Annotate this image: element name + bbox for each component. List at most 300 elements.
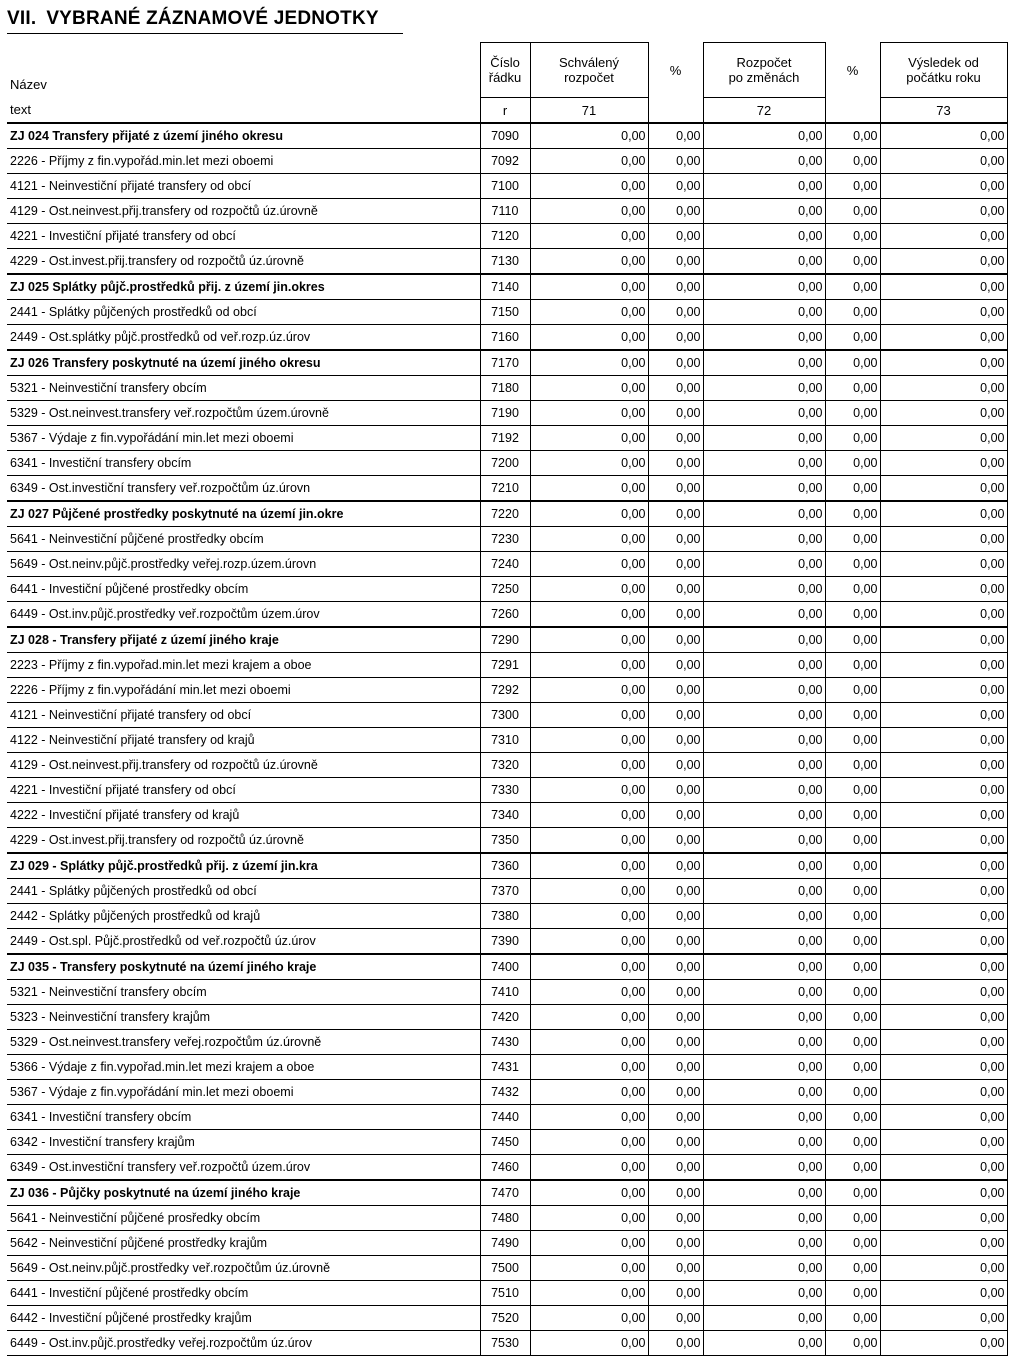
- table-row: [7, 577, 1007, 602]
- table-row: [7, 426, 1007, 451]
- row-name: 2442 - Splátky půjčených prostředků od krajů: [7, 904, 480, 929]
- row-number: 7210: [480, 476, 530, 502]
- percent-1-value: 0,00: [648, 451, 703, 476]
- percent-1-value: 0,00: [648, 300, 703, 325]
- percent-2-value: 0,00: [825, 1005, 880, 1030]
- row-number: 7370: [480, 879, 530, 904]
- approved-budget-value: 0,00: [530, 1206, 648, 1231]
- header-changed-line2: po změnách: [728, 70, 800, 85]
- approved-budget-value: 0,00: [530, 249, 648, 275]
- header-result-ytd: [880, 43, 1007, 98]
- percent-1-value: 0,00: [648, 1105, 703, 1130]
- approved-budget-value: 0,00: [530, 678, 648, 703]
- result-value: 0,00: [880, 149, 1007, 174]
- budget-after-changes-value: 0,00: [703, 1130, 825, 1155]
- result-value: 0,00: [880, 703, 1007, 728]
- row-number: 7090: [480, 123, 530, 149]
- row-number: 7360: [480, 853, 530, 879]
- table-row: [7, 853, 1007, 879]
- row-number: 7380: [480, 904, 530, 929]
- percent-1-value: 0,00: [648, 1180, 703, 1206]
- header-result-line2: počátku roku: [906, 70, 981, 85]
- row-name: 5329 - Ost.neinvest.transfery veřej.rozpočtům úz.úrovně: [7, 1030, 480, 1055]
- table-row: [7, 653, 1007, 678]
- result-value: 0,00: [880, 501, 1007, 527]
- budget-after-changes-value: 0,00: [703, 476, 825, 502]
- row-name: 6349 - Ost.investiční transfery veř.rozpočtů územ.úrov: [7, 1155, 480, 1181]
- approved-budget-value: 0,00: [530, 426, 648, 451]
- percent-1-value: 0,00: [648, 577, 703, 602]
- percent-1-value: 0,00: [648, 1005, 703, 1030]
- row-name: 5642 - Neinvestiční půjčené prostředky krajům: [7, 1231, 480, 1256]
- table-row: [7, 123, 1007, 149]
- row-number: 7120: [480, 224, 530, 249]
- percent-2-value: 0,00: [825, 149, 880, 174]
- table-row: [7, 1080, 1007, 1105]
- approved-budget-value: 0,00: [530, 627, 648, 653]
- budget-after-changes-value: 0,00: [703, 803, 825, 828]
- budget-after-changes-value: 0,00: [703, 426, 825, 451]
- table-row: [7, 954, 1007, 980]
- approved-budget-value: 0,00: [530, 1281, 648, 1306]
- percent-2-value: 0,00: [825, 753, 880, 778]
- row-name: 5321 - Neinvestiční transfery obcím: [7, 376, 480, 401]
- row-number: 7292: [480, 678, 530, 703]
- row-name: ZJ 024 Transfery přijaté z území jiného okresu: [7, 123, 480, 149]
- row-name: 4229 - Ost.invest.přij.transfery od rozpočtů úz.úrovně: [7, 249, 480, 275]
- percent-2-value: 0,00: [825, 602, 880, 628]
- row-name: 6442 - Investiční půjčené prostředky krajům: [7, 1306, 480, 1331]
- row-name: 4122 - Neinvestiční přijaté transfery od krajů: [7, 728, 480, 753]
- percent-2-value: 0,00: [825, 1256, 880, 1281]
- percent-1-value: 0,00: [648, 1331, 703, 1356]
- result-value: 0,00: [880, 123, 1007, 149]
- percent-2-value: 0,00: [825, 1306, 880, 1331]
- result-value: 0,00: [880, 451, 1007, 476]
- result-value: 0,00: [880, 1105, 1007, 1130]
- percent-2-value: 0,00: [825, 1030, 880, 1055]
- row-name: 6449 - Ost.inv.půjč.prostředky veř.rozpočtům územ.úrov: [7, 602, 480, 628]
- percent-2-value: 0,00: [825, 803, 880, 828]
- table-row: [7, 1155, 1007, 1181]
- percent-2-value: 0,00: [825, 249, 880, 275]
- row-name: 6349 - Ost.investiční transfery veř.rozpočtům úz.úrovn: [7, 476, 480, 502]
- subheader-col73: 73: [880, 98, 1007, 124]
- table-row: [7, 274, 1007, 300]
- budget-after-changes-value: 0,00: [703, 249, 825, 275]
- result-value: 0,00: [880, 1331, 1007, 1356]
- header-approved-budget: [530, 43, 648, 98]
- approved-budget-value: 0,00: [530, 980, 648, 1005]
- result-value: 0,00: [880, 602, 1007, 628]
- result-value: 0,00: [880, 1206, 1007, 1231]
- percent-2-value: 0,00: [825, 703, 880, 728]
- row-name: ZJ 036 - Půjčky poskytnuté na území jiného kraje: [7, 1180, 480, 1206]
- result-value: 0,00: [880, 552, 1007, 577]
- result-value: 0,00: [880, 929, 1007, 955]
- approved-budget-value: 0,00: [530, 476, 648, 502]
- row-number: 7520: [480, 1306, 530, 1331]
- row-number: 7220: [480, 501, 530, 527]
- percent-2-value: 0,00: [825, 828, 880, 854]
- row-number: 7192: [480, 426, 530, 451]
- percent-1-value: 0,00: [648, 627, 703, 653]
- budget-after-changes-value: 0,00: [703, 451, 825, 476]
- table-row: [7, 376, 1007, 401]
- table-row: [7, 552, 1007, 577]
- budget-after-changes-value: 0,00: [703, 325, 825, 351]
- budget-after-changes-value: 0,00: [703, 149, 825, 174]
- row-number: 7410: [480, 980, 530, 1005]
- percent-1-value: 0,00: [648, 1030, 703, 1055]
- result-value: 0,00: [880, 803, 1007, 828]
- result-value: 0,00: [880, 249, 1007, 275]
- table-body: [7, 123, 1007, 1356]
- budget-after-changes-value: 0,00: [703, 1331, 825, 1356]
- percent-1-value: 0,00: [648, 980, 703, 1005]
- approved-budget-value: 0,00: [530, 1306, 648, 1331]
- percent-1-value: 0,00: [648, 803, 703, 828]
- table-row: [7, 325, 1007, 351]
- percent-1-value: 0,00: [648, 703, 703, 728]
- row-name: ZJ 025 Splátky půjč.prostředků přij. z území jin.okres: [7, 274, 480, 300]
- table-row: [7, 602, 1007, 628]
- percent-1-value: 0,00: [648, 1080, 703, 1105]
- result-value: 0,00: [880, 778, 1007, 803]
- section-number: VII.: [7, 8, 37, 29]
- header-approved-line1: Schválený: [559, 55, 619, 70]
- percent-2-value: 0,00: [825, 174, 880, 199]
- row-name: 4121 - Neinvestiční přijaté transfery od obcí: [7, 703, 480, 728]
- budget-after-changes-value: 0,00: [703, 602, 825, 628]
- budget-after-changes-value: 0,00: [703, 1231, 825, 1256]
- percent-1-value: 0,00: [648, 1231, 703, 1256]
- percent-1-value: 0,00: [648, 1306, 703, 1331]
- percent-1-value: 0,00: [648, 1206, 703, 1231]
- row-number: 7200: [480, 451, 530, 476]
- subheader-r: r: [480, 98, 530, 124]
- table-row: [7, 300, 1007, 325]
- table-row: [7, 350, 1007, 376]
- row-name: 6449 - Ost.inv.půjč.prostředky veřej.rozpočtům úz.úrov: [7, 1331, 480, 1356]
- budget-after-changes-value: 0,00: [703, 678, 825, 703]
- result-value: 0,00: [880, 527, 1007, 552]
- row-name: 6341 - Investiční transfery obcím: [7, 1105, 480, 1130]
- table-row: [7, 728, 1007, 753]
- percent-2-value: 0,00: [825, 1281, 880, 1306]
- row-number: 7490: [480, 1231, 530, 1256]
- percent-2-value: 0,00: [825, 552, 880, 577]
- row-number: 7530: [480, 1331, 530, 1356]
- header-changed-line1: Rozpočet: [736, 55, 792, 70]
- row-number: 7510: [480, 1281, 530, 1306]
- percent-2-value: 0,00: [825, 879, 880, 904]
- budget-after-changes-value: 0,00: [703, 980, 825, 1005]
- table-row: [7, 224, 1007, 249]
- percent-2-value: 0,00: [825, 1155, 880, 1181]
- budget-after-changes-value: 0,00: [703, 929, 825, 955]
- budget-after-changes-value: 0,00: [703, 199, 825, 224]
- approved-budget-value: 0,00: [530, 577, 648, 602]
- percent-2-value: 0,00: [825, 1130, 880, 1155]
- approved-budget-value: 0,00: [530, 1105, 648, 1130]
- budget-after-changes-value: 0,00: [703, 123, 825, 149]
- table-row: [7, 778, 1007, 803]
- approved-budget-value: 0,00: [530, 451, 648, 476]
- approved-budget-value: 0,00: [530, 1030, 648, 1055]
- row-number: 7150: [480, 300, 530, 325]
- table-row: [7, 828, 1007, 854]
- percent-1-value: 0,00: [648, 325, 703, 351]
- percent-1-value: 0,00: [648, 501, 703, 527]
- approved-budget-value: 0,00: [530, 325, 648, 351]
- row-name: 5649 - Ost.neinv.půjč.prostředky veř.rozpočtům úz.úrovně: [7, 1256, 480, 1281]
- section-heading: VYBRANÉ ZÁZNAMOVÉ JEDNOTKY: [46, 8, 379, 29]
- budget-after-changes-value: 0,00: [703, 527, 825, 552]
- table-header: [7, 43, 1007, 124]
- budget-after-changes-value: 0,00: [703, 728, 825, 753]
- row-name: 5367 - Výdaje z fin.vypořádání min.let mezi oboemi: [7, 1080, 480, 1105]
- row-name: 2441 - Splátky půjčených prostředků od obcí: [7, 300, 480, 325]
- approved-budget-value: 0,00: [530, 728, 648, 753]
- percent-1-value: 0,00: [648, 929, 703, 955]
- row-name: 4121 - Neinvestiční přijaté transfery od obcí: [7, 174, 480, 199]
- budget-after-changes-value: 0,00: [703, 501, 825, 527]
- result-value: 0,00: [880, 653, 1007, 678]
- percent-2-value: 0,00: [825, 300, 880, 325]
- row-number: 7190: [480, 401, 530, 426]
- table-row: [7, 501, 1007, 527]
- approved-budget-value: 0,00: [530, 653, 648, 678]
- row-number: 7170: [480, 350, 530, 376]
- records-table: [7, 42, 1008, 1356]
- approved-budget-value: 0,00: [530, 853, 648, 879]
- row-number: 7470: [480, 1180, 530, 1206]
- approved-budget-value: 0,00: [530, 602, 648, 628]
- result-value: 0,00: [880, 1130, 1007, 1155]
- table-row: [7, 980, 1007, 1005]
- percent-2-value: 0,00: [825, 728, 880, 753]
- table-row: [7, 476, 1007, 502]
- row-number: 7140: [480, 274, 530, 300]
- percent-2-value: 0,00: [825, 199, 880, 224]
- result-value: 0,00: [880, 426, 1007, 451]
- percent-2-value: 0,00: [825, 224, 880, 249]
- budget-after-changes-value: 0,00: [703, 1055, 825, 1080]
- approved-budget-value: 0,00: [530, 904, 648, 929]
- percent-2-value: 0,00: [825, 627, 880, 653]
- percent-2-value: 0,00: [825, 1080, 880, 1105]
- table-row: [7, 199, 1007, 224]
- percent-1-value: 0,00: [648, 879, 703, 904]
- header-budget-after-changes: [703, 43, 825, 98]
- table-row: [7, 1105, 1007, 1130]
- result-value: 0,00: [880, 1055, 1007, 1080]
- row-number: 7350: [480, 828, 530, 854]
- row-name: 5329 - Ost.neinvest.transfery veř.rozpočtům územ.úrovně: [7, 401, 480, 426]
- row-name: ZJ 027 Půjčené prostředky poskytnuté na území jin.okre: [7, 501, 480, 527]
- approved-budget-value: 0,00: [530, 954, 648, 980]
- percent-1-value: 0,00: [648, 224, 703, 249]
- percent-2-value: 0,00: [825, 1231, 880, 1256]
- percent-1-value: 0,00: [648, 199, 703, 224]
- row-name: 2449 - Ost.spl. Půjč.prostředků od veř.rozpočtů úz.úrov: [7, 929, 480, 955]
- approved-budget-value: 0,00: [530, 274, 648, 300]
- result-value: 0,00: [880, 1030, 1007, 1055]
- table-row: [7, 627, 1007, 653]
- budget-after-changes-value: 0,00: [703, 954, 825, 980]
- approved-budget-value: 0,00: [530, 1256, 648, 1281]
- budget-after-changes-value: 0,00: [703, 879, 825, 904]
- percent-1-value: 0,00: [648, 678, 703, 703]
- result-value: 0,00: [880, 1306, 1007, 1331]
- row-name: 2226 - Příjmy z fin.vypořád.min.let mezi oboemi: [7, 149, 480, 174]
- budget-after-changes-value: 0,00: [703, 853, 825, 879]
- percent-1-value: 0,00: [648, 1155, 703, 1181]
- result-value: 0,00: [880, 401, 1007, 426]
- subheader-col71: 71: [530, 98, 648, 124]
- row-name: 2223 - Příjmy z fin.vypořad.min.let mezi krajem a oboe: [7, 653, 480, 678]
- row-number: 7460: [480, 1155, 530, 1181]
- header-row-number-line2: řádku: [488, 70, 522, 85]
- budget-after-changes-value: 0,00: [703, 828, 825, 854]
- result-value: 0,00: [880, 274, 1007, 300]
- result-value: 0,00: [880, 300, 1007, 325]
- budget-after-changes-value: 0,00: [703, 174, 825, 199]
- percent-1-value: 0,00: [648, 527, 703, 552]
- row-number: 7100: [480, 174, 530, 199]
- approved-budget-value: 0,00: [530, 1055, 648, 1080]
- percent-2-value: 0,00: [825, 954, 880, 980]
- result-value: 0,00: [880, 728, 1007, 753]
- row-number: 7130: [480, 249, 530, 275]
- budget-after-changes-value: 0,00: [703, 577, 825, 602]
- approved-budget-value: 0,00: [530, 1005, 648, 1030]
- row-number: 7160: [480, 325, 530, 351]
- row-name: 5323 - Neinvestiční transfery krajům: [7, 1005, 480, 1030]
- result-value: 0,00: [880, 376, 1007, 401]
- approved-budget-value: 0,00: [530, 123, 648, 149]
- percent-2-value: 0,00: [825, 476, 880, 502]
- row-number: 7420: [480, 1005, 530, 1030]
- row-number: 7320: [480, 753, 530, 778]
- table-row: [7, 1030, 1007, 1055]
- approved-budget-value: 0,00: [530, 224, 648, 249]
- percent-2-value: 0,00: [825, 929, 880, 955]
- percent-1-value: 0,00: [648, 552, 703, 577]
- percent-1-value: 0,00: [648, 1256, 703, 1281]
- approved-budget-value: 0,00: [530, 350, 648, 376]
- percent-2-value: 0,00: [825, 1206, 880, 1231]
- percent-2-value: 0,00: [825, 678, 880, 703]
- budget-after-changes-value: 0,00: [703, 376, 825, 401]
- table-row: [7, 678, 1007, 703]
- percent-1-value: 0,00: [648, 1130, 703, 1155]
- result-value: 0,00: [880, 174, 1007, 199]
- row-name: 2226 - Příjmy z fin.vypořádání min.let mezi oboemi: [7, 678, 480, 703]
- result-value: 0,00: [880, 678, 1007, 703]
- percent-2-value: 0,00: [825, 426, 880, 451]
- row-name: 2449 - Ost.splátky půjč.prostředků od veř.rozp.úz.úrov: [7, 325, 480, 351]
- row-name: 4129 - Ost.neinvest.přij.transfery od rozpočtů úz.úrovně: [7, 753, 480, 778]
- approved-budget-value: 0,00: [530, 1331, 648, 1356]
- approved-budget-value: 0,00: [530, 929, 648, 955]
- row-number: 7310: [480, 728, 530, 753]
- budget-after-changes-value: 0,00: [703, 1306, 825, 1331]
- budget-after-changes-value: 0,00: [703, 753, 825, 778]
- percent-2-value: 0,00: [825, 123, 880, 149]
- percent-1-value: 0,00: [648, 1281, 703, 1306]
- table-row: [7, 401, 1007, 426]
- budget-after-changes-value: 0,00: [703, 350, 825, 376]
- budget-after-changes-value: 0,00: [703, 1105, 825, 1130]
- subheader-text: text: [10, 102, 31, 118]
- row-number: 7430: [480, 1030, 530, 1055]
- percent-2-value: 0,00: [825, 501, 880, 527]
- table-row: [7, 753, 1007, 778]
- percent-1-value: 0,00: [648, 778, 703, 803]
- approved-budget-value: 0,00: [530, 879, 648, 904]
- row-number: 7480: [480, 1206, 530, 1231]
- percent-1-value: 0,00: [648, 476, 703, 502]
- percent-1-value: 0,00: [648, 249, 703, 275]
- header-approved-line2: rozpočet: [564, 70, 614, 85]
- percent-2-value: 0,00: [825, 376, 880, 401]
- budget-after-changes-value: 0,00: [703, 1030, 825, 1055]
- budget-after-changes-value: 0,00: [703, 1005, 825, 1030]
- row-name: ZJ 028 - Transfery přijaté z území jiného kraje: [7, 627, 480, 653]
- table-row: [7, 1256, 1007, 1281]
- row-number: 7110: [480, 199, 530, 224]
- budget-after-changes-value: 0,00: [703, 300, 825, 325]
- row-name: ZJ 035 - Transfery poskytnuté na území jiného kraje: [7, 954, 480, 980]
- row-number: 7300: [480, 703, 530, 728]
- row-name: ZJ 029 - Splátky půjč.prostředků přij. z území jin.kra: [7, 853, 480, 879]
- result-value: 0,00: [880, 476, 1007, 502]
- percent-2-value: 0,00: [825, 401, 880, 426]
- result-value: 0,00: [880, 1256, 1007, 1281]
- budget-after-changes-value: 0,00: [703, 224, 825, 249]
- percent-1-value: 0,00: [648, 602, 703, 628]
- approved-budget-value: 0,00: [530, 1180, 648, 1206]
- table-row: [7, 149, 1007, 174]
- header-result-line1: Výsledek od: [908, 55, 979, 70]
- table-row: [7, 451, 1007, 476]
- percent-2-value: 0,00: [825, 853, 880, 879]
- percent-2-value: 0,00: [825, 904, 880, 929]
- table-row: [7, 249, 1007, 275]
- budget-after-changes-value: 0,00: [703, 1256, 825, 1281]
- row-number: 7340: [480, 803, 530, 828]
- approved-budget-value: 0,00: [530, 149, 648, 174]
- result-value: 0,00: [880, 828, 1007, 854]
- table-row: [7, 1206, 1007, 1231]
- table-row: [7, 174, 1007, 199]
- row-number: 7230: [480, 527, 530, 552]
- budget-after-changes-value: 0,00: [703, 401, 825, 426]
- row-number: 7240: [480, 552, 530, 577]
- row-name: 6441 - Investiční půjčené prostředky obcím: [7, 1281, 480, 1306]
- row-name: 5641 - Neinvestiční půjčené prostředky obcím: [7, 527, 480, 552]
- percent-2-value: 0,00: [825, 778, 880, 803]
- approved-budget-value: 0,00: [530, 199, 648, 224]
- header-percent-1: %: [669, 62, 682, 78]
- percent-1-value: 0,00: [648, 1055, 703, 1080]
- subheader-col72: 72: [703, 98, 825, 124]
- table-row: [7, 703, 1007, 728]
- table-row: [7, 929, 1007, 955]
- percent-1-value: 0,00: [648, 954, 703, 980]
